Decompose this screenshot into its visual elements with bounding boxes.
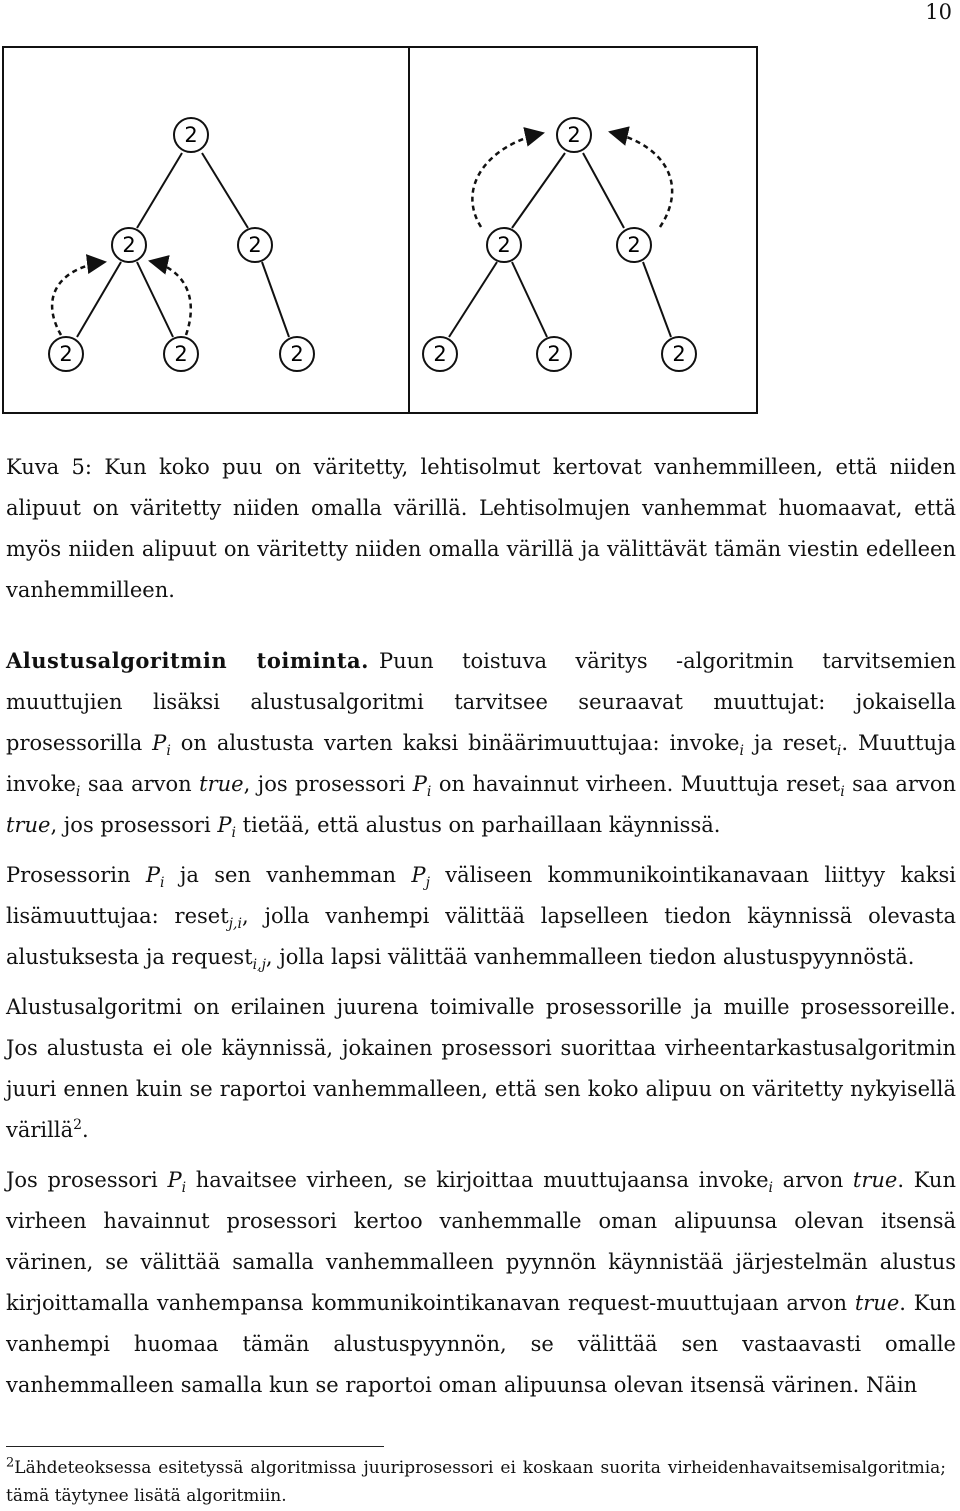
svg-text:2: 2: [672, 342, 686, 366]
svg-text:2: 2: [547, 342, 561, 366]
paragraph: Jos prosessori $P_i$ havaitsee virheen, se kirjoittaa muuttujaansa invoke$_i$ arvon true. Kun virheen havainnut prosessori kertoo vanhemmalle oman alipuunsa olevan itsensä värinen, se välittää samalla vanhemmalleen pyynnön käynnistää järjestelmän alustus kirjoittamalla vanhempansa kommunikointikanavan request-muuttujaan arvon true. Kun vanhempi huomaa tämän alustuspyynnön, se välittää sen vastaavasti omalle vanhemmalleen samalla kun se raportoi oman alipuunsa olevan itsensä värinen. Näin: [6, 1168, 956, 1397]
tree-node: [662, 337, 696, 371]
svg-text:2: 2: [567, 123, 581, 147]
svg-text:2: 2: [433, 342, 447, 366]
svg-text:2: 2: [122, 233, 136, 257]
footnote-mark: 2: [6, 1455, 15, 1471]
footnote: [6, 1454, 946, 1510]
tree-node: [49, 337, 83, 371]
tree-node: [537, 337, 571, 371]
svg-text:2: 2: [184, 123, 198, 147]
tree-node: [617, 228, 651, 262]
left-tree-report-arrows: [52, 261, 191, 335]
tree-diagram: [0, 45, 960, 415]
tree-node: [280, 337, 314, 371]
section-heading: Alustusalgoritmin toiminta.: [6, 648, 369, 673]
body-text: [6, 640, 956, 1415]
tree-node: [112, 228, 146, 262]
footnote-text: Lähdeteoksessa esitetyssä algoritmissa juuriprosessori ei koskaan suorita virheidenhavaitsemisalgoritmia; tämä täytynee lisätä algoritmiin.: [6, 1458, 946, 1506]
svg-text:2: 2: [497, 233, 511, 257]
paragraph: Prosessorin $P_i$ ja sen vanhemman $P_j$ väliseen kommunikointikanavaan liittyy kaksi lisämuuttujaa: reset$_{j,i}$, jolla vanhempi välittää lapselleen tiedon käynnissä olevasta alustuksesta ja request$_{i,j}$, jolla lapsi välittää vanhemmalleen tiedon alustuspyynnöstä.: [6, 863, 956, 974]
figure-caption: [6, 447, 956, 611]
paragraph: Alustusalgoritmin toiminta. Puun toistuva väritys -algoritmin tarvitsemien muuttujien lisäksi alustusalgoritmi tarvitsee seuraavat muuttujat: jokaisella prosessorilla $P_i$ on alustusta varten kaksi binäärimuuttujaa: invoke$_i$ ja reset$_i$. Muuttuja invoke$_i$ saa arvon true, jos prosessori $P_i$ on havainnut virheen. Muuttuja reset$_i$ saa arvon true, jos prosessori $P_i$ tietää, että alustus on parhaillaan käynnissä.: [6, 648, 957, 842]
paragraph: Alustusalgoritmi on erilainen juurena toimivalle prosessorille ja muille prosessoreille. Jos alustusta ei ole käynnissä, jokainen prosessori suorittaa virheentarkastusalgoritmin juuri ennen kuin se raportoi vanhemmalleen, että sen koko alipuu on väritetty nykyisellä värillä$^2$.: [6, 995, 956, 1142]
footnote-reference: 2: [73, 1117, 83, 1133]
caption-text: Kun koko puu on väritetty, lehtisolmut kertovat vanhemmilleen, että niiden alipuut on väritetty niiden omalla värillä. Lehtisolmujen vanhemmat huomaavat, että myös niiden alipuut on väritetty niiden omalla värillä ja välittävät tämän viestin edelleen vanhemmilleen.: [6, 455, 956, 602]
svg-text:2: 2: [174, 342, 188, 366]
left-tree-nodes: [49, 118, 314, 371]
tree-node: [174, 118, 208, 152]
svg-text:2: 2: [59, 342, 73, 366]
tree-node: [557, 118, 591, 152]
svg-text:2: 2: [248, 233, 262, 257]
page-number: 10: [925, 0, 952, 24]
right-panel-frame: [409, 47, 757, 413]
tree-node: [423, 337, 457, 371]
tree-figure: [0, 45, 960, 415]
footnote-rule: [6, 1446, 384, 1447]
svg-text:2: 2: [627, 233, 641, 257]
tree-node: [164, 337, 198, 371]
svg-text:2: 2: [290, 342, 304, 366]
right-tree-nodes: [423, 118, 696, 371]
tree-node: [238, 228, 272, 262]
tree-node: [487, 228, 521, 262]
caption-label: Kuva 5:: [6, 455, 92, 479]
